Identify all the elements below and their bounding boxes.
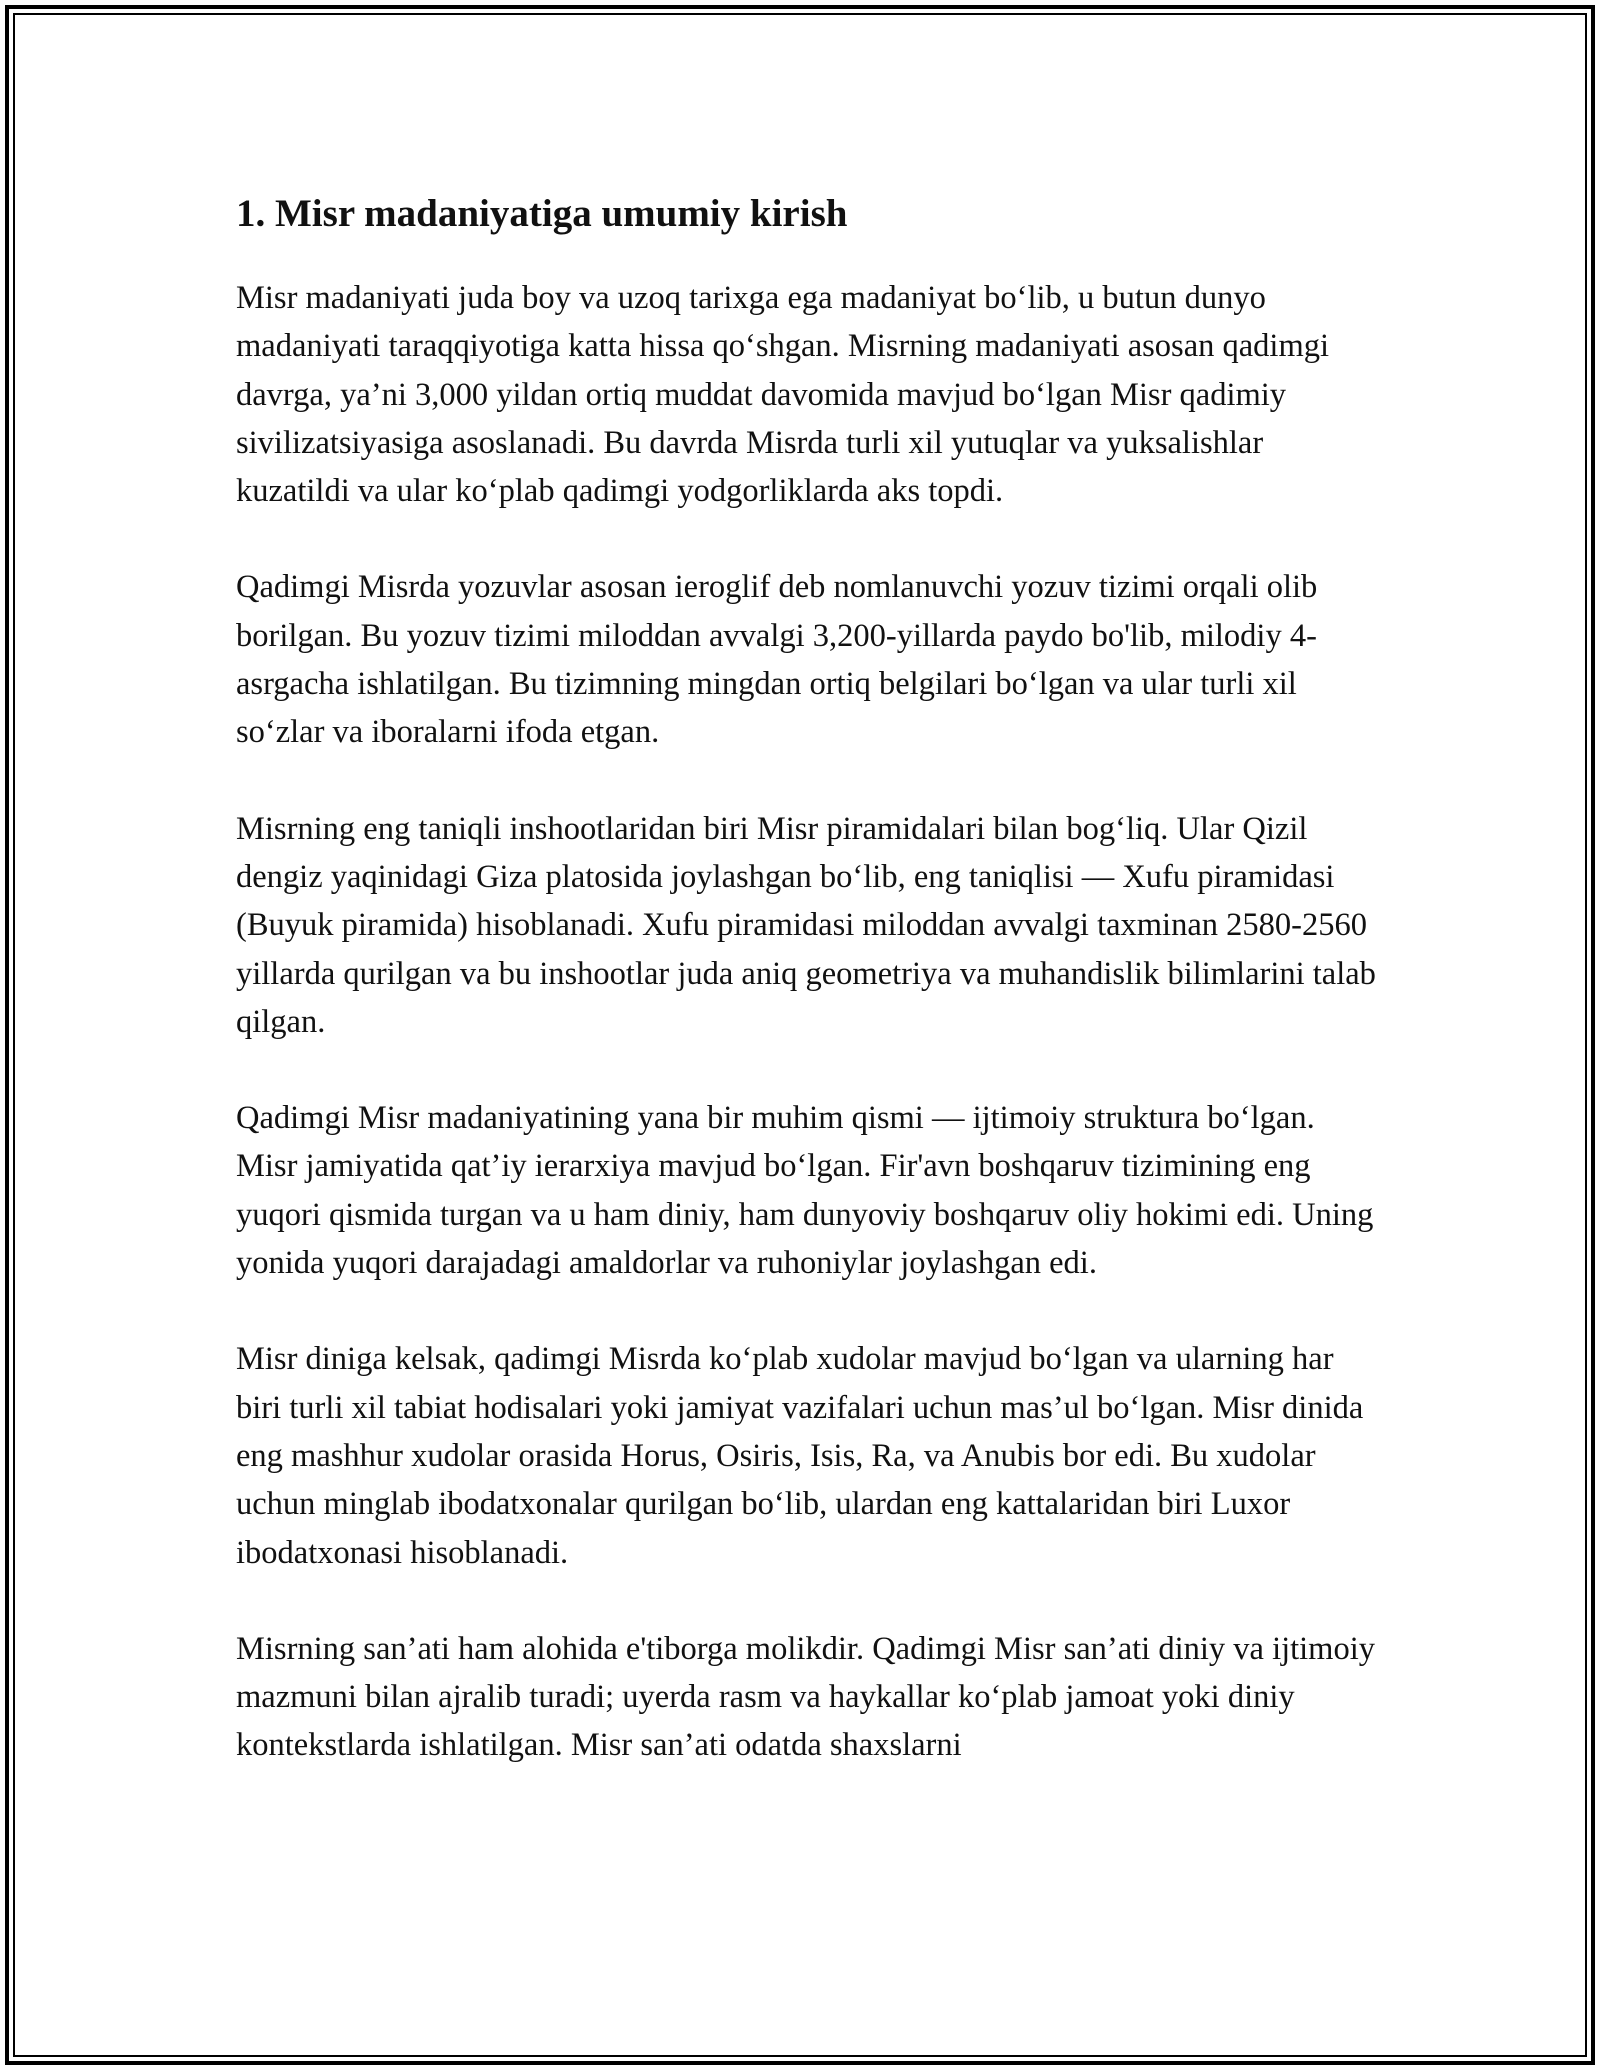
paragraph-social-structure: Qadimgi Misr madaniyatining yana bir muhim qismi — ijtimoiy struktura bo‘lgan. Misr jamiyatida qat’iy ierarxiya mavjud bo‘lgan. Fir'avn boshqaruv tizimining eng yuqori qismida turgan va u ham diniy, ham dunyoviy boshqaruv oliy hokimi edi. Uning yonida yuqori darajadagi amaldorlar va ruhoniylar joylashgan edi. bbox=[236, 1100, 1374, 1282]
paragraph-religion: Misr diniga kelsak, qadimgi Misrda ko‘plab xudolar mavjud bo‘lgan va ularning har biri turli xil tabiat hodisalari yoki jamiyat vazifalari uchun mas’ul bo‘lgan. Misr dinida eng mashhur xudolar orasida Horus, Osiris, Isis, Ra, va Anubis bor edi. Bu xudolar uchun minglab ibodatxonalar qurilgan bo‘lib, ulardan eng kattalaridan biri Luxor ibodatxonasi hisoblanadi. bbox=[236, 1341, 1364, 1571]
paragraph-writing: Qadimgi Misrda yozuvlar asosan ieroglif deb nomlanuvchi yozuv tizimi orqali olib borilgan. Bu yozuv tizimi miloddan avvalgi 3,200-yillarda paydo bo'lib, milodiy 4-asrgacha ishlatilgan. Bu tizimning mingdan ortiq belgilari bo‘lgan va ular turli xil so‘zlar va iboralarni ifoda etgan. bbox=[236, 569, 1318, 751]
paragraph-art: Misrning san’ati ham alohida e'tiborga molikdir. Qadimgi Misr san’ati diniy va ijtimoiy mazmuni bilan ajralib turadi; uyerda rasm va haykallar ko‘plab jamoat yoki diniy kontekstlarda ishlatilgan. Misr san’ati odatda shaxslarni bbox=[236, 1630, 1375, 1764]
paragraph-intro: Misr madaniyati juda boy va uzoq tarixga ega madaniyat bo‘lib, u butun dunyo madaniyati taraqqiyotiga katta hissa qo‘shgan. Misrning madaniyati asosan qadimgi davrga, ya’ni 3,000 yildan ortiq muddat davomida mavjud bo‘lgan Misr qadimiy sivilizatsiyasiga asoslanadi. Bu davrda Misrda turli xil yutuqlar va yuksalishlar kuzatildi va ular ko‘plab qadimgi yodgorliklarda aks topdi. bbox=[236, 280, 1330, 510]
paragraph-pyramids: Misrning eng taniqli inshootlaridan biri Misr piramidalari bilan bog‘liq. Ular Qizil dengiz yaqinidagi Giza platosida joylashgan bo‘lib, eng taniqlisi — Xufu piramidasi (Buyuk piramida) hisoblanadi. Xufu piramidasi miloddan avvalgi taxminan 2580-2560 yillarda qurilgan va bu inshootlar juda aniq geometriya va muhandislik bilimlarini talab qilgan. bbox=[236, 810, 1376, 1040]
section-heading: 1. Misr madaniyatiga umumiy kirish bbox=[236, 192, 848, 235]
document-body bbox=[236, 186, 1376, 1818]
